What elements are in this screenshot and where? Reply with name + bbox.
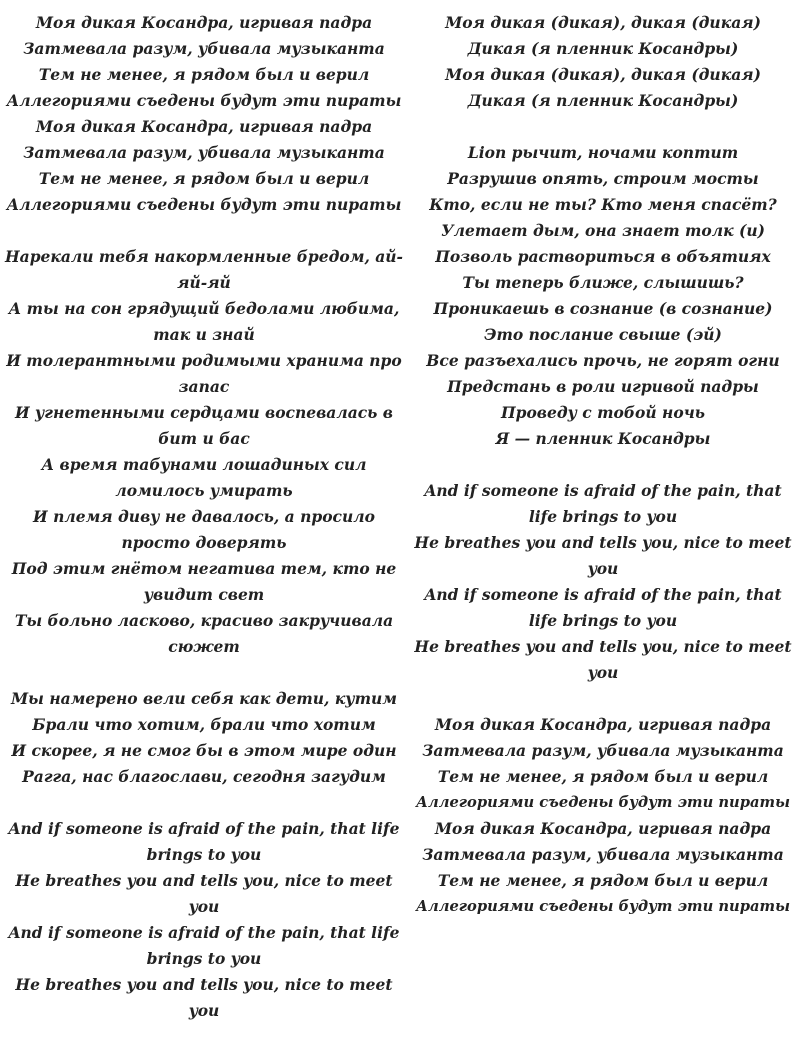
lyric-line: And if someone is afraid of the pain, that life bbox=[8, 819, 400, 838]
lyric-line: А ты на сон грядущий бедолами любима, bbox=[8, 299, 400, 318]
lyric-line: life brings to you bbox=[528, 611, 678, 630]
lyrics-stanza bbox=[412, 140, 794, 452]
lyric-line: ломилось умирать bbox=[115, 481, 293, 500]
lyrics-stanza bbox=[412, 10, 794, 114]
lyric-line: Нарекали тебя накормленные бредом, ай- bbox=[5, 247, 403, 266]
lyric-line: Тем не менее, я рядом был и верил bbox=[437, 871, 769, 890]
lyric-line: Мы намерено вели себя как дети, кутим bbox=[11, 689, 397, 708]
lyric-line: Я — пленник Косандры bbox=[495, 429, 711, 448]
lyric-line: Дикая (я пленник Косандры) bbox=[467, 39, 739, 58]
lyric-line: Улетает дым, она знает толк (и) bbox=[441, 221, 765, 240]
lyrics-right-column bbox=[412, 10, 794, 946]
lyric-line: Позволь раствориться в объятиях bbox=[435, 247, 771, 266]
lyric-line: And if someone is afraid of the pain, that bbox=[424, 585, 782, 604]
lyric-line: бит и бас bbox=[158, 429, 250, 448]
lyric-line: Тем не менее, я рядом был и верил bbox=[38, 169, 370, 188]
lyric-line: И угнетенными сердцами воспевалась в bbox=[15, 403, 393, 422]
lyric-line: Моя дикая Косандра, игривая падра bbox=[434, 715, 772, 734]
lyrics-stanza bbox=[412, 478, 794, 686]
lyric-line: Затмевала разум, убивала музыканта bbox=[23, 39, 385, 58]
lyric-line: Затмевала разум, убивала музыканта bbox=[422, 845, 784, 864]
lyric-line: Тем не менее, я рядом был и верил bbox=[38, 65, 370, 84]
lyric-line: Аллегориями съедены будут эти пираты bbox=[6, 195, 402, 214]
lyric-line: И толерантными родимыми хранима про bbox=[6, 351, 402, 370]
lyric-line: так и знай bbox=[153, 325, 255, 344]
lyric-line: Тем не менее, я рядом был и верил bbox=[437, 767, 769, 786]
lyric-line: He breathes you and tells you, nice to meet bbox=[414, 533, 792, 552]
lyric-line: Затмевала разум, убивала музыканта bbox=[422, 741, 784, 760]
lyric-line: увидит свет bbox=[143, 585, 265, 604]
lyric-line: Проведу с тобой ночь bbox=[500, 403, 706, 422]
lyric-line: Брали что хотим, брали что хотим bbox=[32, 715, 376, 734]
lyric-line: you bbox=[188, 1001, 220, 1020]
lyric-line: Под этим гнётом негатива тем, кто не bbox=[11, 559, 397, 578]
lyric-line: яй-яй bbox=[177, 273, 231, 292]
lyric-line: He breathes you and tells you, nice to meet bbox=[15, 871, 393, 890]
lyrics-stanza bbox=[4, 10, 404, 218]
lyric-line: И скорее, я не смог бы в этом мире один bbox=[11, 741, 397, 760]
lyric-line: Кто, если не ты? Кто меня спасёт? bbox=[429, 195, 777, 214]
lyric-line: Аллегориями съедены будут эти пираты bbox=[415, 898, 791, 915]
lyric-line: Ты теперь ближе, слышишь? bbox=[462, 273, 744, 292]
lyric-line: Lion рычит, ночами коптит bbox=[467, 143, 739, 162]
lyric-line: He breathes you and tells you, nice to meet bbox=[15, 975, 393, 994]
lyrics-stanza bbox=[4, 816, 404, 1024]
lyric-line: Ты больно ласково, красиво закручивала bbox=[14, 611, 394, 630]
lyric-line: And if someone is afraid of the pain, that life bbox=[8, 923, 400, 942]
lyric-line: запас bbox=[178, 377, 230, 396]
lyric-line: brings to you bbox=[146, 845, 262, 864]
lyrics-stanza bbox=[4, 244, 404, 660]
lyric-line: you bbox=[188, 897, 220, 916]
lyric-line: Моя дикая (дикая), дикая (дикая) bbox=[445, 13, 761, 32]
lyric-line: И племя диву не давалось, а просило bbox=[33, 507, 375, 526]
lyric-line: Аллегориями съедены будут эти пираты bbox=[6, 91, 402, 110]
lyric-line: Затмевала разум, убивала музыканта bbox=[23, 143, 385, 162]
lyric-line: life brings to you bbox=[528, 507, 678, 526]
lyric-line: Это послание свыше (эй) bbox=[484, 325, 722, 344]
lyrics-stanza bbox=[412, 712, 794, 920]
lyric-line: Моя дикая Косандра, игривая падра bbox=[35, 117, 373, 136]
lyric-line: Дикая (я пленник Косандры) bbox=[467, 91, 739, 110]
lyric-line: And if someone is afraid of the pain, that bbox=[424, 481, 782, 500]
lyric-line: Аллегориями съедены будут эти пираты bbox=[415, 794, 791, 811]
lyric-line: А время табунами лошадиных сил bbox=[41, 455, 367, 474]
lyric-line: Рагга, нас благослави, сегодня загудим bbox=[22, 767, 386, 786]
lyrics-left-column bbox=[4, 10, 404, 1050]
lyric-line: Все разъехались прочь, не горят огни bbox=[426, 351, 780, 370]
lyric-line: He breathes you and tells you, nice to meet bbox=[414, 637, 792, 656]
lyric-line: brings to you bbox=[146, 949, 262, 968]
lyric-line: Моя дикая (дикая), дикая (дикая) bbox=[445, 65, 761, 84]
lyric-line: you bbox=[587, 559, 619, 578]
lyric-line: сюжет bbox=[168, 637, 240, 656]
lyric-line: you bbox=[587, 663, 619, 682]
lyric-line: Проникаешь в сознание (в сознание) bbox=[433, 299, 773, 318]
lyric-line: Моя дикая Косандра, игривая падра bbox=[434, 819, 772, 838]
lyric-line: просто доверять bbox=[121, 533, 287, 552]
lyric-line: Разрушив опять, строим мосты bbox=[447, 169, 759, 188]
lyric-line: Моя дикая Косандра, игривая падра bbox=[35, 13, 373, 32]
lyrics-stanza bbox=[4, 686, 404, 790]
lyric-line: Предстань в роли игривой падры bbox=[447, 377, 759, 396]
